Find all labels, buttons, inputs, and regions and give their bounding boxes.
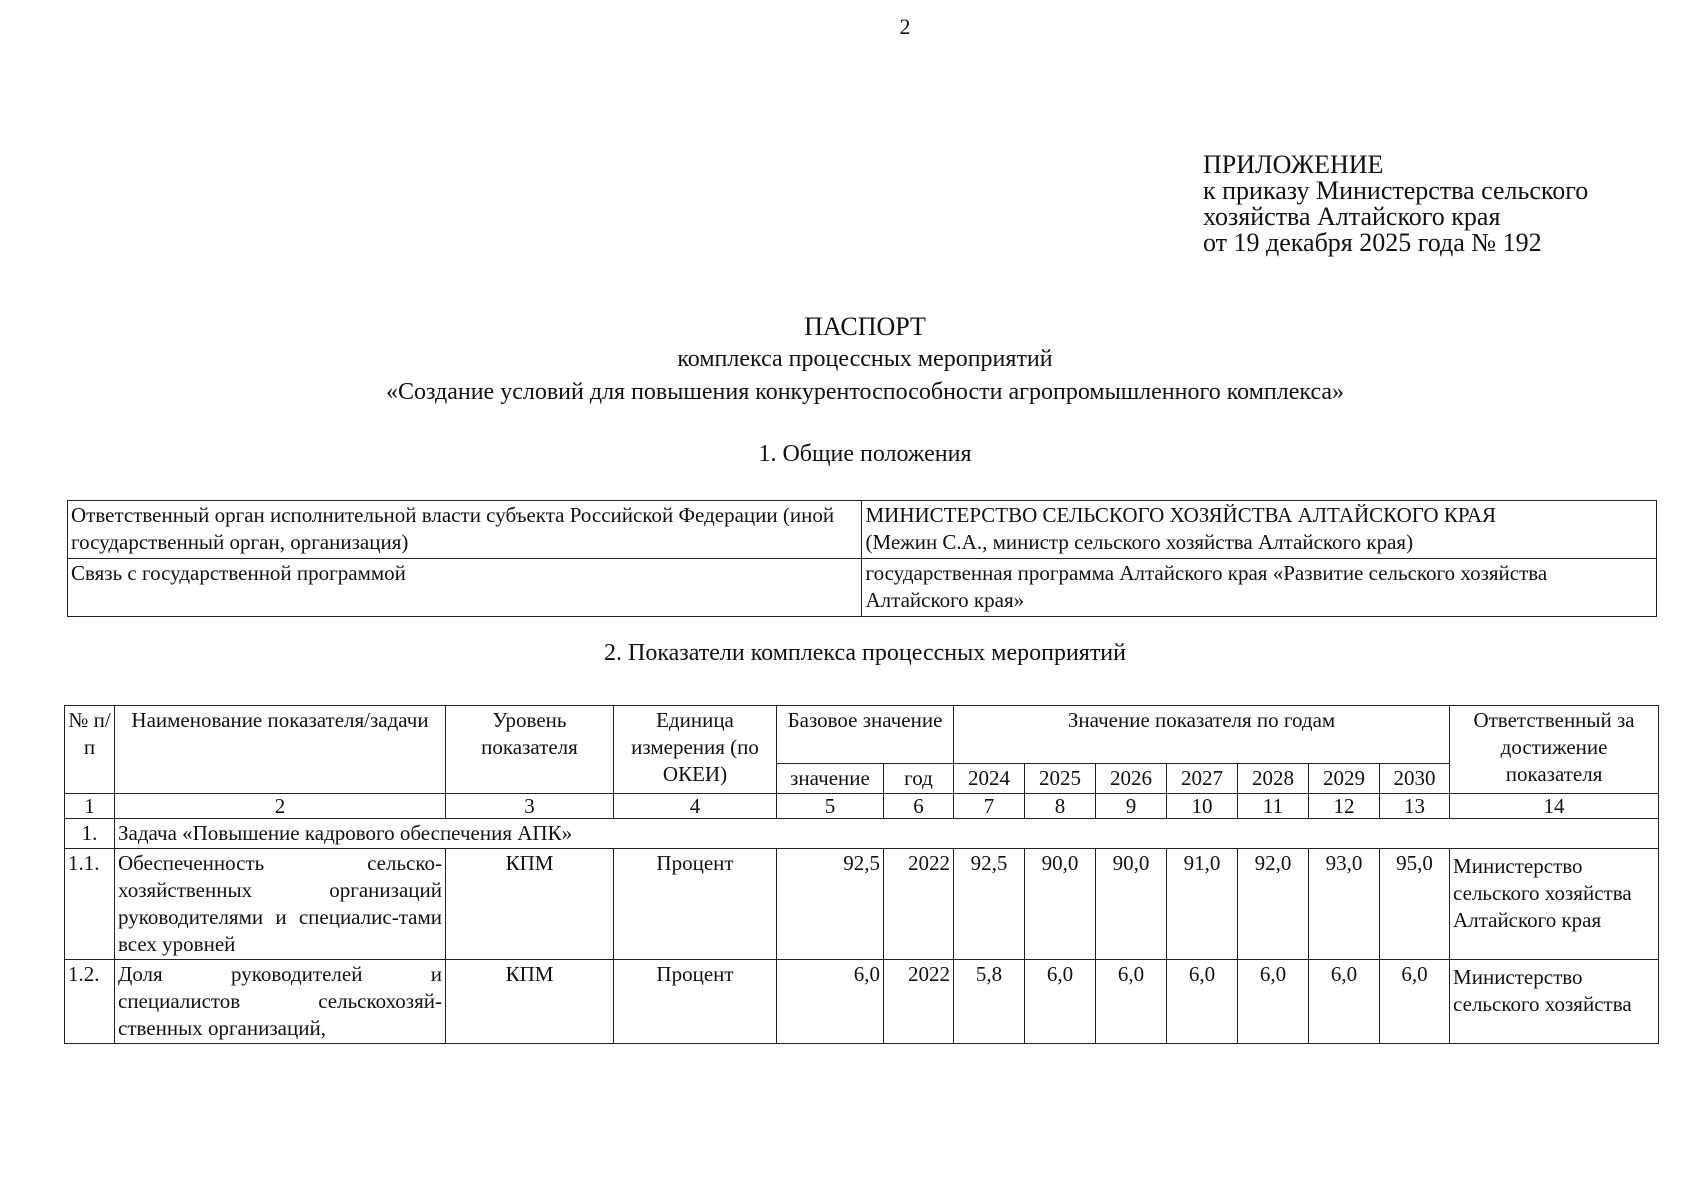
- year-value: 6,0: [1238, 960, 1309, 1044]
- appendix-line: от 19 декабря 2025 года № 192: [1203, 228, 1542, 257]
- col-years-header: Значение показателя по годам: [954, 706, 1450, 764]
- col-name-header: Наименование показателя/задачи: [115, 706, 446, 794]
- col-base-year-header: год: [884, 764, 954, 794]
- column-number: 11: [1238, 794, 1309, 819]
- column-number: 3: [446, 794, 614, 819]
- base-value: 6,0: [777, 960, 884, 1044]
- column-number: 8: [1025, 794, 1096, 819]
- column-number: 12: [1309, 794, 1380, 819]
- general-value: государственная программа Алтайского края «Развитие сельского хозяйства Алтайского края»: [862, 559, 1657, 617]
- appendix-line: хозяйства Алтайского края: [1203, 202, 1501, 231]
- col-num-header: № п/п: [65, 706, 115, 794]
- base-value: 92,5: [777, 849, 884, 960]
- year-value: 93,0: [1309, 849, 1380, 960]
- appendix-line: к приказу Министерства сельского: [1203, 176, 1589, 205]
- table-row: [65, 960, 1659, 1044]
- year-value: 95,0: [1380, 849, 1450, 960]
- column-number: 7: [954, 794, 1025, 819]
- column-number: 14: [1450, 794, 1659, 819]
- year-value: 91,0: [1167, 849, 1238, 960]
- year-value: 6,0: [1096, 960, 1167, 1044]
- year-value: 6,0: [1025, 960, 1096, 1044]
- year-header: 2025: [1025, 764, 1096, 794]
- year-value: 5,8: [954, 960, 1025, 1044]
- year-value: 92,5: [954, 849, 1025, 960]
- general-provisions-table: [67, 500, 1657, 617]
- year-value: 6,0: [1167, 960, 1238, 1044]
- indicator-unit: Процент: [614, 960, 777, 1044]
- base-year: 2022: [884, 960, 954, 1044]
- year-header: 2030: [1380, 764, 1450, 794]
- indicator-name: Обеспеченность сельско-хозяйственных организаций руководителями и специалис-тами всех уровней: [115, 849, 446, 960]
- header-row: [65, 706, 1659, 764]
- general-label: Ответственный орган исполнительной власти субъекта Российской Федерации (иной государственный орган, организация): [68, 501, 862, 559]
- column-number: 5: [777, 794, 884, 819]
- column-number: 4: [614, 794, 777, 819]
- passport-title: ПАСПОРТ: [804, 312, 926, 341]
- year-value: 90,0: [1096, 849, 1167, 960]
- col-base-header: Базовое значение: [777, 706, 954, 764]
- year-header: 2028: [1238, 764, 1309, 794]
- responsible-party: Министерство сельского хозяйства Алтайского края: [1450, 849, 1659, 960]
- indicator-unit: Процент: [614, 849, 777, 960]
- passport-name: «Создание условий для повышения конкурентоспособности агропромышленного комплекса»: [385, 379, 1345, 405]
- indicator-level: КПМ: [446, 960, 614, 1044]
- col-unit-header: Единица измерения (по ОКЕИ): [614, 706, 777, 794]
- year-header: 2029: [1309, 764, 1380, 794]
- year-value: 6,0: [1309, 960, 1380, 1044]
- ministry-head: (Межин С.А., министр сельского хозяйства Алтайского края): [865, 530, 1414, 554]
- base-year: 2022: [884, 849, 954, 960]
- column-numbers-row: [65, 794, 1659, 819]
- indicator-name: Доля руководителей и специалистов сельскохозяй-ственных организаций,: [115, 960, 446, 1044]
- general-value: [862, 501, 1657, 559]
- table-row: [68, 559, 1657, 617]
- task-row: [65, 819, 1659, 849]
- appendix-block: [1203, 152, 1588, 256]
- appendix-title: ПРИЛОЖЕНИЕ: [1203, 150, 1384, 179]
- year-header: 2027: [1167, 764, 1238, 794]
- column-number: 9: [1096, 794, 1167, 819]
- year-value: 90,0: [1025, 849, 1096, 960]
- column-number: 13: [1380, 794, 1450, 819]
- task-number: 1.: [65, 819, 115, 849]
- table-row: [68, 501, 1657, 559]
- passport-subtitle: комплекса процессных мероприятий: [677, 346, 1053, 372]
- column-number: 2: [115, 794, 446, 819]
- ministry-name: МИНИСТЕРСТВО СЕЛЬСКОГО ХОЗЯЙСТВА АЛТАЙСКОГО КРАЯ: [865, 503, 1497, 527]
- col-responsible-header: Ответственный за достижение показателя: [1450, 706, 1659, 794]
- year-value: 92,0: [1238, 849, 1309, 960]
- row-number: 1.2.: [65, 960, 115, 1044]
- section-heading: 2. Показатели комплекса процессных мероприятий: [603, 640, 1126, 666]
- task-text: Задача «Повышение кадрового обеспечения АПК»: [115, 819, 1659, 849]
- indicators-table: [64, 705, 1659, 1044]
- column-number: 10: [1167, 794, 1238, 819]
- year-header: 2026: [1096, 764, 1167, 794]
- col-level-header: Уровень показателя: [446, 706, 614, 794]
- column-number: 1: [65, 794, 115, 819]
- indicator-level: КПМ: [446, 849, 614, 960]
- section-heading: 1. Общие положения: [758, 441, 972, 467]
- row-number: 1.1.: [65, 849, 115, 960]
- page-number: 2: [899, 14, 911, 39]
- responsible-party: Министерство сельского хозяйства: [1450, 960, 1659, 1044]
- year-header: 2024: [954, 764, 1025, 794]
- year-value: 6,0: [1380, 960, 1450, 1044]
- col-base-value-header: значение: [777, 764, 884, 794]
- column-number: 6: [884, 794, 954, 819]
- general-label: Связь с государственной программой: [68, 559, 862, 617]
- table-row: [65, 849, 1659, 960]
